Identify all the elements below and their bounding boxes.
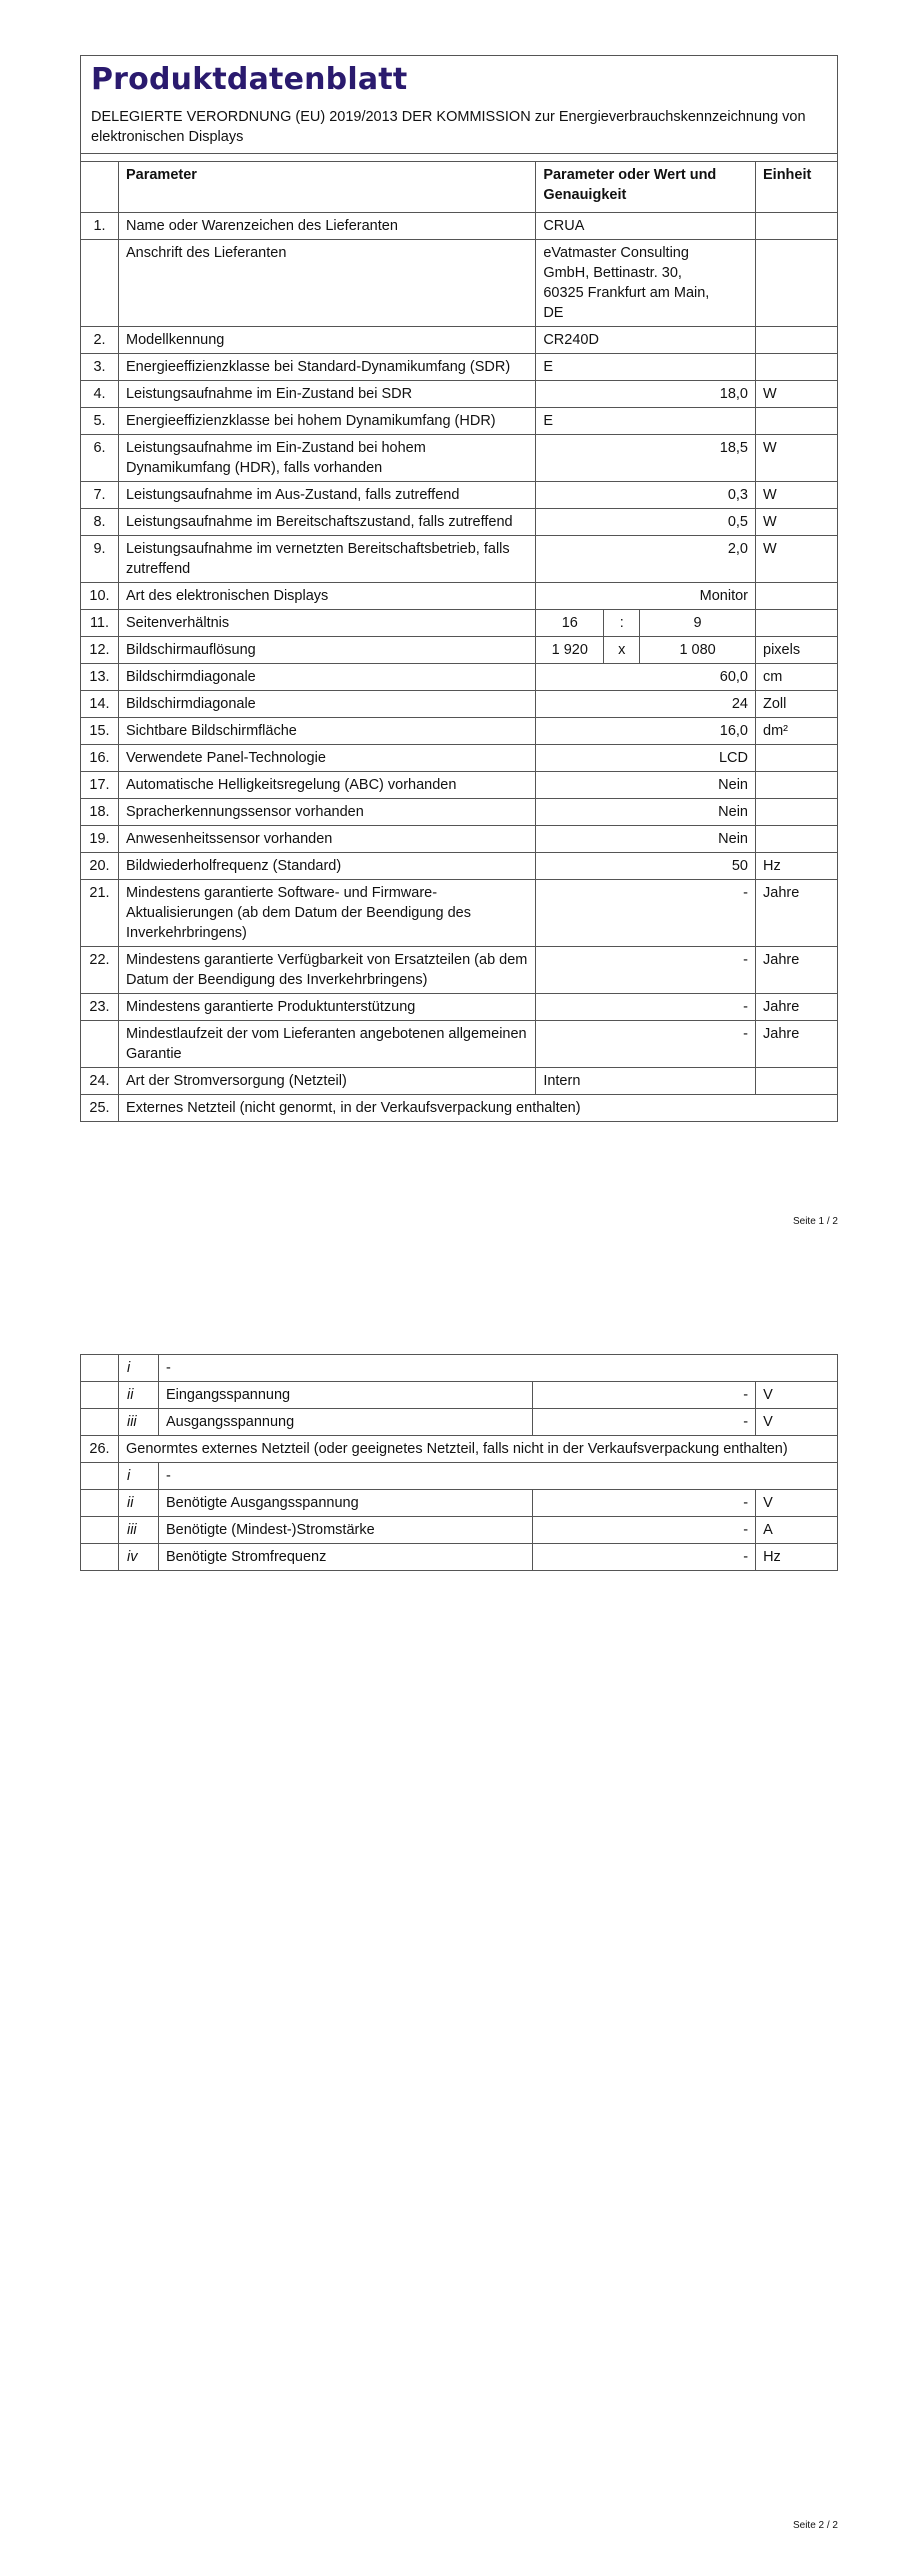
table-row: 10. Art des elektronischen Displays Monitor bbox=[81, 583, 838, 610]
table-row: 13. Bildschirmdiagonale 60,0 cm bbox=[81, 664, 838, 691]
table-row: 15. Sichtbare Bildschirmfläche 16,0 dm² bbox=[81, 718, 838, 745]
table-row: 24. Art der Stromversorgung (Netzteil) Intern bbox=[81, 1068, 838, 1095]
table-row: 3. Energieeffizienzklasse bei Standard-Dynamikumfang (SDR) E bbox=[81, 354, 838, 381]
table-row: 16. Verwendete Panel-Technologie LCD bbox=[81, 745, 838, 772]
table-header-row bbox=[81, 162, 838, 213]
table-row: 1. Name oder Warenzeichen des Lieferanten CRUA bbox=[81, 213, 838, 240]
header-unit: Einheit bbox=[756, 162, 838, 213]
table-row: 18. Spracherkennungssensor vorhanden Nein bbox=[81, 799, 838, 826]
table-row: 2. Modellkennung CR240D bbox=[81, 327, 838, 354]
table-row: 14. Bildschirmdiagonale 24 Zoll bbox=[81, 691, 838, 718]
header-parameter: Parameter bbox=[118, 162, 535, 213]
table-row: 8. Leistungsaufnahme im Bereitschaftszustand, falls zutreffend 0,5 W bbox=[81, 509, 838, 536]
table-row: 25. Externes Netzteil (nicht genormt, in der Verkaufsverpackung enthalten) bbox=[81, 1095, 838, 1122]
product-table-page2 bbox=[80, 1354, 838, 1571]
table-row: iii Benötigte (Mindest-)Stromstärke - A bbox=[81, 1517, 838, 1544]
table-row: 5. Energieeffizienzklasse bei hohem Dynamikumfang (HDR) E bbox=[81, 408, 838, 435]
table-row: 7. Leistungsaufnahme im Aus-Zustand, falls zutreffend 0,3 W bbox=[81, 482, 838, 509]
table-row: ii Benötigte Ausgangsspannung - V bbox=[81, 1490, 838, 1517]
table-row: 22. Mindestens garantierte Verfügbarkeit von Ersatzteilen (ab dem Datum der Beendigung des Inverkehrbringens) - Jahre bbox=[81, 947, 838, 994]
page-title: Produktdatenblatt bbox=[91, 62, 408, 97]
table-row: 12. Bildschirmauflösung 1 920 x 1 080 pixels bbox=[81, 637, 838, 664]
table-row: 19. Anwesenheitssensor vorhanden Nein bbox=[81, 826, 838, 853]
page-number: Seite 2 / 2 bbox=[792, 2520, 838, 2531]
table-row: 17. Automatische Helligkeitsregelung (ABC) vorhanden Nein bbox=[81, 772, 838, 799]
table-row: i - bbox=[81, 1355, 838, 1382]
table-row: 21. Mindestens garantierte Software- und Firmware-Aktualisierungen (ab dem Datum der Beendigung des Inverkehrbringens) - Jahre bbox=[81, 880, 838, 947]
table-row: Mindestlaufzeit der vom Lieferanten angebotenen allgemeinen Garantie - Jahre bbox=[81, 1021, 838, 1068]
table-row: iv Benötigte Stromfrequenz - Hz bbox=[81, 1544, 838, 1571]
table-row: 23. Mindestens garantierte Produktunterstützung - Jahre bbox=[81, 994, 838, 1021]
header-value: Parameter oder Wert und Genauigkeit bbox=[536, 162, 756, 213]
table-row: 26. Genormtes externes Netzteil (oder geeignetes Netzteil, falls nicht in der Verkaufsverpackung enthalten) bbox=[81, 1436, 838, 1463]
table-row: ii Eingangsspannung - V bbox=[81, 1382, 838, 1409]
table-row: i - bbox=[81, 1463, 838, 1490]
table-row: iii Ausgangsspannung - V bbox=[81, 1409, 838, 1436]
table-row: 9. Leistungsaufnahme im vernetzten Bereitschaftsbetrieb, falls zutreffend 2,0 W bbox=[81, 536, 838, 583]
table-row: 20. Bildwiederholfrequenz (Standard) 50 Hz bbox=[81, 853, 838, 880]
table-row: 11. Seitenverhältnis 16 : 9 bbox=[81, 610, 838, 637]
product-table bbox=[80, 161, 838, 1122]
table-row: Anschrift des Lieferanten eVatmaster Consulting GmbH, Bettinastr. 30, 60325 Frankfurt am Main, DE bbox=[81, 240, 838, 327]
table-row: 6. Leistungsaufnahme im Ein-Zustand bei hohem Dynamikumfang (HDR), falls vorhanden 18,5 W bbox=[81, 435, 838, 482]
page-number: Seite 1 / 2 bbox=[792, 1216, 838, 1227]
subtitle: DELEGIERTE VERORDNUNG (EU) 2019/2013 DER KOMMISSION zur Energieverbrauchskennzeichnung von elektronischen Displays bbox=[81, 97, 837, 154]
header-box bbox=[80, 55, 838, 162]
table-row: 4. Leistungsaufnahme im Ein-Zustand bei SDR 18,0 W bbox=[81, 381, 838, 408]
